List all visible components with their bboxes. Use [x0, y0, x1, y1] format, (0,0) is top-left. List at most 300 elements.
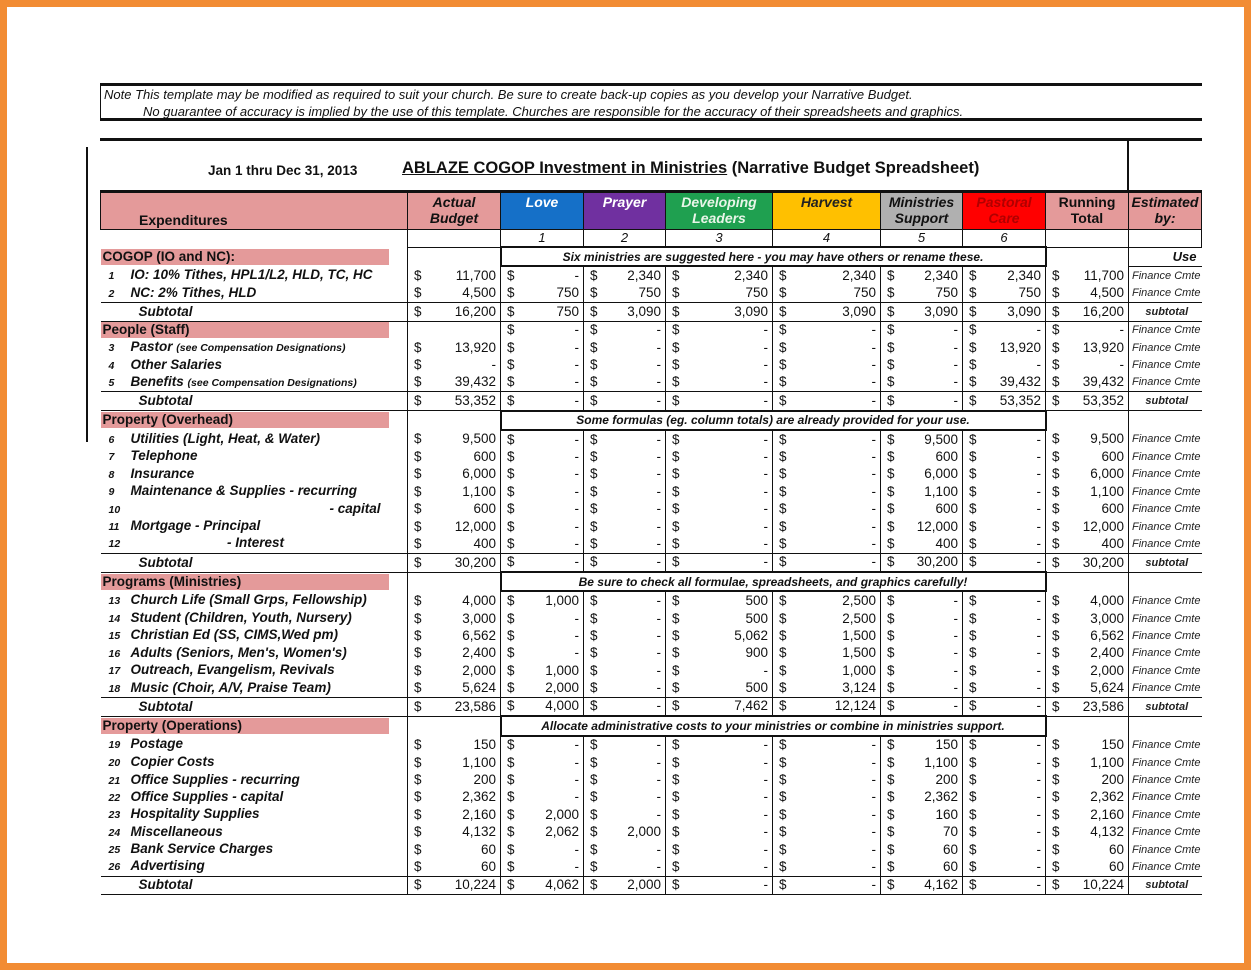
- column-number: [1129, 230, 1202, 248]
- currency-symbol: $: [887, 431, 895, 447]
- currency-symbol: $: [507, 501, 515, 517]
- money-value: [773, 554, 880, 570]
- note-line-1: Note This template may be modified as required to suit your church. Be sure to create back-up copies as you develop your Narrative Budget.: [104, 87, 913, 102]
- cell-prayer: [584, 627, 666, 644]
- amount: -: [656, 518, 661, 534]
- cell-developing-leaders: [666, 483, 773, 500]
- currency-symbol: $: [1052, 501, 1060, 517]
- currency-symbol: $: [887, 610, 895, 626]
- currency-symbol: $: [672, 772, 680, 788]
- cell-ministries-support: [881, 321, 963, 339]
- estimated-by: Finance Cmte: [1129, 736, 1202, 754]
- currency-symbol: $: [1052, 806, 1060, 822]
- currency-symbol: $: [779, 448, 787, 464]
- currency-symbol: $: [779, 789, 787, 805]
- money-value: [408, 755, 500, 771]
- cell-harvest: [773, 483, 881, 500]
- actual-budget-blank: [408, 716, 501, 735]
- amount: -: [1036, 448, 1041, 464]
- estimated-by: Finance Cmte: [1129, 610, 1202, 627]
- currency-symbol: $: [590, 824, 598, 840]
- cell-harvest: [773, 466, 881, 483]
- money-value: [773, 593, 880, 609]
- cell-love: [501, 627, 584, 644]
- currency-symbol: $: [1052, 554, 1060, 570]
- amount: 12,000: [916, 518, 958, 534]
- column-header-line: by:: [1154, 210, 1176, 226]
- money-value: [408, 304, 500, 320]
- money-value: [584, 322, 665, 338]
- date-range: Jan 1 thru Dec 31, 2013: [208, 163, 358, 178]
- money-value: [408, 877, 500, 893]
- currency-symbol: $: [779, 737, 787, 753]
- amount: -: [871, 554, 876, 570]
- amount: 1,100: [924, 754, 958, 770]
- cell-love: [501, 858, 584, 876]
- currency-symbol: $: [887, 806, 895, 822]
- currency-symbol: $: [1052, 645, 1060, 661]
- row-label: [101, 483, 408, 500]
- money-value: [584, 877, 665, 893]
- cell-actual-budget: [408, 610, 501, 627]
- cell-ministries-support: [881, 627, 963, 644]
- amount: -: [763, 858, 768, 874]
- cell-developing-leaders: [666, 662, 773, 679]
- cell-actual-budget: [408, 771, 501, 788]
- table-row: [101, 645, 1202, 662]
- section-header-row: [101, 716, 1202, 735]
- estimated-use-label: Use: [1129, 247, 1202, 266]
- cell-harvest: [773, 789, 881, 806]
- money-value: [1046, 536, 1128, 552]
- subtotal-actual-budget: [408, 697, 501, 716]
- amount: 600: [935, 501, 958, 517]
- subtotal-estimated: subtotal: [1129, 876, 1202, 894]
- row-note: (see Compensation Designations): [176, 342, 346, 355]
- row-label: [101, 627, 408, 644]
- amount: -: [871, 754, 876, 770]
- currency-symbol: $: [672, 680, 680, 696]
- cell-love: [501, 662, 584, 679]
- amount: -: [1036, 610, 1041, 626]
- cell-running-total: [1046, 535, 1129, 553]
- cell-running-total: [1046, 374, 1129, 392]
- amount: 2,000: [462, 662, 496, 678]
- currency-symbol: $: [887, 466, 895, 482]
- money-value: [584, 501, 665, 517]
- row-label-text: Outreach, Evangelism, Revivals: [130, 662, 335, 678]
- column-header-line: Ministries: [888, 194, 955, 210]
- cell-harvest: [773, 806, 881, 823]
- amount: -: [574, 554, 579, 570]
- section-title-text: People (Staff): [101, 322, 389, 338]
- currency-symbol: $: [1052, 267, 1060, 283]
- cell-love: [501, 339, 584, 356]
- cell-ministries-support: [881, 679, 963, 697]
- money-value: [1046, 611, 1128, 627]
- section-title: [101, 321, 408, 339]
- amount: -: [574, 772, 579, 788]
- amount: 2,400: [1090, 645, 1124, 661]
- cell-harvest: [773, 627, 881, 644]
- row-number: 12: [108, 538, 121, 551]
- table-row: [101, 339, 1202, 356]
- cell-pastoral-care: [963, 754, 1046, 771]
- currency-symbol: $: [590, 466, 598, 482]
- cell-developing-leaders: [666, 448, 773, 465]
- currency-symbol: $: [969, 858, 977, 874]
- currency-symbol: $: [969, 754, 977, 770]
- amount: -: [1036, 824, 1041, 840]
- money-value: [881, 322, 962, 338]
- subtotal-pastoral-care: [963, 303, 1046, 321]
- currency-symbol: $: [1052, 680, 1060, 696]
- money-value: [773, 393, 880, 409]
- subtotal-pastoral-care: [963, 697, 1046, 716]
- amount: 750: [556, 303, 579, 319]
- cell-love: [501, 374, 584, 392]
- table-row: [101, 466, 1202, 483]
- currency-symbol: $: [887, 339, 895, 355]
- row-label-text: Pastor: [130, 339, 173, 355]
- table-row: [101, 591, 1202, 609]
- section-title-text: Property (Overhead): [101, 412, 389, 428]
- money-value: [1046, 519, 1128, 535]
- row-number: 8: [108, 468, 115, 481]
- amount: 4,062: [545, 877, 579, 893]
- amount: 150: [1101, 736, 1124, 752]
- amount: 4,132: [1090, 824, 1124, 840]
- cell-running-total: [1046, 466, 1129, 483]
- amount: 4,000: [462, 592, 496, 608]
- amount: 1,500: [842, 645, 876, 661]
- money-value: [773, 374, 880, 390]
- subtotal-pastoral-care: [963, 553, 1046, 572]
- cell-actual-budget: [408, 448, 501, 465]
- cell-actual-budget: [408, 789, 501, 806]
- amount: -: [763, 374, 768, 390]
- cell-developing-leaders: [666, 789, 773, 806]
- row-number: 1: [108, 270, 115, 283]
- table-row: [101, 627, 1202, 644]
- money-value: [963, 449, 1045, 465]
- money-value: [408, 268, 500, 284]
- column-header-line: Developing: [681, 194, 757, 210]
- amount: -: [763, 737, 768, 753]
- cell-prayer: [584, 771, 666, 788]
- subtotal-running-total: [1046, 876, 1129, 894]
- column-number: 5: [881, 230, 963, 248]
- row-label-text: Hospitality Supplies: [130, 806, 260, 822]
- subtotal-actual-budget: [408, 392, 501, 411]
- currency-symbol: $: [414, 789, 422, 805]
- amount: 11,700: [455, 267, 496, 283]
- table-row: [101, 285, 1202, 303]
- estimated-blank: [1129, 716, 1202, 735]
- currency-symbol: $: [779, 466, 787, 482]
- table-row: [101, 500, 1202, 517]
- currency-symbol: $: [414, 858, 422, 874]
- cell-harvest: [773, 448, 881, 465]
- money-value: [666, 340, 772, 356]
- row-number: 9: [108, 486, 115, 499]
- amount: -: [574, 841, 579, 857]
- row-number: 3: [108, 342, 115, 355]
- amount: 2,000: [545, 806, 579, 822]
- currency-symbol: $: [779, 610, 787, 626]
- section-header-row: [101, 247, 1202, 266]
- cell-actual-budget: [408, 679, 501, 697]
- subtotal-harvest: [773, 303, 881, 321]
- column-header-line: Running: [1058, 194, 1116, 210]
- cell-love: [501, 771, 584, 788]
- money-value: [501, 554, 583, 570]
- money-value: [1046, 859, 1128, 875]
- cell-harvest: [773, 518, 881, 535]
- cell-love: [501, 466, 584, 483]
- money-value: [963, 484, 1045, 500]
- currency-symbol: $: [1052, 610, 1060, 626]
- subtotal-harvest: [773, 697, 881, 716]
- cell-running-total: [1046, 518, 1129, 535]
- money-value: [1046, 431, 1128, 447]
- amount: -: [763, 806, 768, 822]
- amount: -: [574, 448, 579, 464]
- cell-actual-budget: [408, 321, 501, 339]
- table-row: [101, 356, 1202, 373]
- currency-symbol: $: [590, 858, 598, 874]
- currency-symbol: $: [414, 393, 422, 409]
- currency-symbol: $: [507, 737, 515, 753]
- column-header-line: Budget: [429, 210, 479, 226]
- cell-ministries-support: [881, 266, 963, 284]
- cell-running-total: [1046, 266, 1129, 284]
- amount: -: [763, 662, 768, 678]
- amount: 600: [1101, 501, 1124, 517]
- cell-love: [501, 285, 584, 303]
- amount: -: [491, 357, 496, 373]
- cell-love: [501, 824, 584, 841]
- currency-symbol: $: [779, 877, 787, 893]
- currency-symbol: $: [507, 285, 515, 301]
- cell-ministries-support: [881, 374, 963, 392]
- subtotal-ministries-support: [881, 697, 963, 716]
- section-banner: Some formulas (eg. column totals) are already provided for your use.: [501, 411, 1046, 430]
- money-value: [666, 466, 772, 482]
- currency-symbol: $: [1052, 357, 1060, 373]
- currency-symbol: $: [590, 877, 598, 893]
- row-label-text: Music (Choir, A/V, Praise Team): [130, 679, 331, 695]
- cell-developing-leaders: [666, 500, 773, 517]
- cell-pastoral-care: [963, 466, 1046, 483]
- estimated-by: Finance Cmte: [1129, 841, 1202, 858]
- currency-symbol: $: [887, 841, 895, 857]
- currency-symbol: $: [507, 483, 515, 499]
- cell-harvest: [773, 374, 881, 392]
- amount: 12,000: [1082, 518, 1124, 534]
- currency-symbol: $: [887, 645, 895, 661]
- money-value: [881, 285, 962, 301]
- amount: -: [656, 858, 661, 874]
- money-value: [1046, 628, 1128, 644]
- subtotal-row: [101, 392, 1202, 411]
- money-value: [773, 755, 880, 771]
- money-value: [666, 357, 772, 373]
- amount: -: [953, 593, 958, 609]
- cell-prayer: [584, 374, 666, 392]
- currency-symbol: $: [779, 662, 787, 678]
- amount: -: [871, 535, 876, 551]
- money-value: [1046, 680, 1128, 696]
- amount: -: [574, 789, 579, 805]
- currency-symbol: $: [507, 303, 515, 319]
- currency-symbol: $: [590, 645, 598, 661]
- row-label-text: NC: 2% Tithes, HLD: [130, 284, 257, 300]
- money-value: [666, 807, 772, 823]
- amount: -: [656, 610, 661, 626]
- row-number: 20: [108, 757, 121, 770]
- cell-love: [501, 591, 584, 609]
- subtotal-love: [501, 392, 584, 411]
- money-value: [881, 536, 962, 552]
- currency-symbol: $: [590, 303, 598, 319]
- money-value: [501, 449, 583, 465]
- amount: -: [656, 339, 661, 355]
- currency-symbol: $: [1052, 448, 1060, 464]
- cell-prayer: [584, 754, 666, 771]
- currency-symbol: $: [1052, 339, 1060, 355]
- money-value: [773, 824, 880, 840]
- subtotal-label: Subtotal: [101, 392, 408, 411]
- amount: 3,090: [734, 303, 768, 319]
- cell-pastoral-care: [963, 789, 1046, 806]
- amount: -: [763, 322, 768, 338]
- cell-ministries-support: [881, 430, 963, 448]
- money-value: [408, 737, 500, 753]
- currency-symbol: $: [507, 858, 515, 874]
- cell-developing-leaders: [666, 627, 773, 644]
- amount: -: [656, 772, 661, 788]
- currency-symbol: $: [414, 772, 422, 788]
- money-value: [963, 611, 1045, 627]
- currency-symbol: $: [507, 339, 515, 355]
- amount: -: [871, 322, 876, 338]
- subtotal-prayer: [584, 303, 666, 321]
- row-number: 19: [108, 739, 121, 752]
- row-number: 14: [108, 613, 121, 625]
- currency-symbol: $: [887, 303, 895, 319]
- amount: -: [871, 858, 876, 874]
- row-label: [101, 736, 408, 754]
- cell-love: [501, 789, 584, 806]
- cell-pastoral-care: [963, 824, 1046, 841]
- cell-pastoral-care: [963, 662, 1046, 679]
- amount: 750: [556, 285, 579, 301]
- table-row: [101, 824, 1202, 841]
- amount: 600: [473, 448, 496, 464]
- amount: 60: [1108, 858, 1124, 874]
- money-value: [963, 628, 1045, 644]
- amount: 9,500: [924, 431, 958, 447]
- amount: 1,100: [1090, 483, 1124, 499]
- currency-symbol: $: [590, 698, 598, 714]
- money-value: [773, 484, 880, 500]
- amount: 2,400: [462, 645, 496, 661]
- estimated-by: Finance Cmte: [1129, 591, 1202, 609]
- money-value: [963, 501, 1045, 517]
- amount: -: [1036, 357, 1041, 373]
- subtotal-running-total: [1046, 553, 1129, 572]
- amount: 4,500: [1090, 285, 1124, 301]
- cell-prayer: [584, 736, 666, 754]
- money-value: [584, 824, 665, 840]
- amount: 1,100: [462, 483, 496, 499]
- currency-symbol: $: [507, 877, 515, 893]
- money-value: [408, 285, 500, 301]
- currency-symbol: $: [1052, 772, 1060, 788]
- cell-actual-budget: [408, 736, 501, 754]
- cell-love: [501, 679, 584, 697]
- currency-symbol: $: [1052, 841, 1060, 857]
- section-title: [101, 247, 408, 266]
- currency-symbol: $: [969, 645, 977, 661]
- money-value: [1046, 772, 1128, 788]
- money-value: [1046, 789, 1128, 805]
- amount: 750: [935, 285, 958, 301]
- cell-running-total: [1046, 789, 1129, 806]
- running-total-blank: [1046, 247, 1129, 266]
- money-value: [666, 859, 772, 875]
- money-value: [881, 663, 962, 679]
- cell-ministries-support: [881, 339, 963, 356]
- amount: -: [656, 374, 661, 390]
- section-banner: Be sure to check all formulae, spreadsheets, and graphics carefully!: [501, 572, 1046, 591]
- amount: -: [871, 772, 876, 788]
- amount: -: [1036, 535, 1041, 551]
- row-label: [101, 858, 408, 876]
- currency-symbol: $: [590, 754, 598, 770]
- row-label: [101, 500, 408, 517]
- amount: 60: [1108, 841, 1124, 857]
- amount: 150: [935, 737, 958, 753]
- money-value: [501, 698, 583, 714]
- money-value: [773, 611, 880, 627]
- row-label: [101, 430, 408, 448]
- money-value: [1046, 304, 1128, 320]
- row-label: [101, 374, 408, 392]
- money-value: [881, 484, 962, 500]
- estimated-by: Finance Cmte: [1129, 285, 1202, 303]
- currency-symbol: $: [507, 593, 515, 609]
- subtotal-row: [101, 697, 1202, 716]
- amount: -: [1036, 431, 1041, 447]
- money-value: [501, 357, 583, 373]
- row-note: (see Compensation Designations): [187, 376, 357, 389]
- cell-harvest: [773, 754, 881, 771]
- currency-symbol: $: [672, 610, 680, 626]
- subtotal-estimated: subtotal: [1129, 697, 1202, 716]
- cell-pastoral-care: [963, 374, 1046, 392]
- amount: -: [656, 737, 661, 753]
- currency-symbol: $: [969, 322, 977, 338]
- currency-symbol: $: [887, 680, 895, 696]
- cell-running-total: [1046, 841, 1129, 858]
- amount: 3,090: [924, 303, 958, 319]
- row-label: [101, 466, 408, 483]
- amount: -: [763, 877, 768, 893]
- money-value: [584, 304, 665, 320]
- amount: 160: [935, 806, 958, 822]
